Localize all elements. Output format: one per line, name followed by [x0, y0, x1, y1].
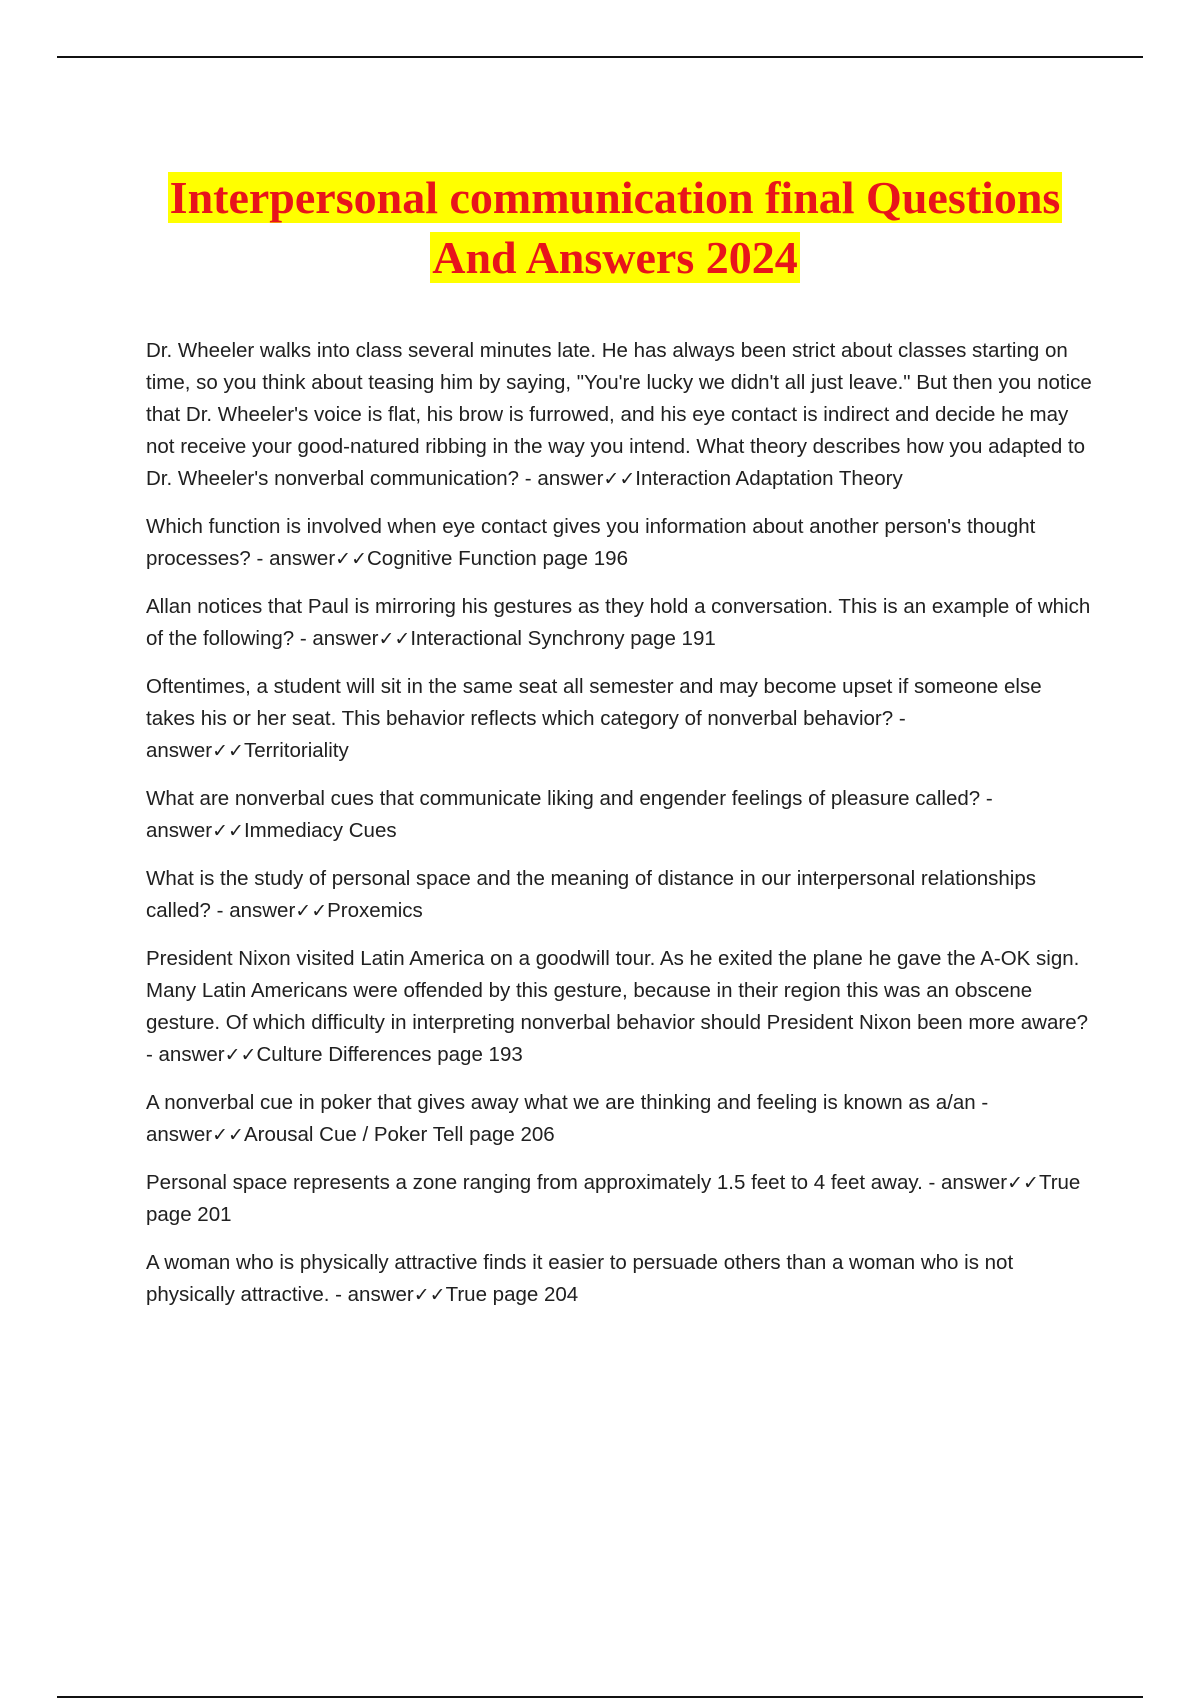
answer-text: True page 204 — [445, 1283, 579, 1306]
answer-prefix: answer — [229, 899, 296, 922]
answer-text: Interaction Adaptation Theory — [635, 467, 903, 490]
answer-prefix: answer — [269, 547, 336, 570]
answer-prefix: answer — [146, 739, 213, 762]
double-check-icon: ✓✓ — [212, 1124, 244, 1146]
qa-item — [146, 863, 1096, 927]
question-answer-list — [146, 335, 1096, 1327]
answer-text: Interactional Synchrony page 191 — [410, 627, 716, 650]
double-check-icon: ✓✓ — [1007, 1172, 1039, 1194]
qa-item — [146, 591, 1096, 655]
answer-prefix: answer — [537, 467, 604, 490]
answer-prefix: answer — [941, 1171, 1008, 1194]
double-check-icon: ✓✓ — [224, 1044, 257, 1066]
double-check-icon: ✓✓ — [378, 628, 411, 650]
question-text: Which function is involved when eye contact gives you information about another person's thought processes? - — [146, 515, 1036, 570]
answer-prefix: answer — [312, 627, 379, 650]
double-check-icon: ✓✓ — [335, 548, 367, 570]
qa-item — [146, 783, 1096, 847]
question-text: Allan notices that Paul is mirroring his gestures as they hold a conversation. This is an example of which of the following? - — [146, 595, 1091, 650]
title-line-1: Interpersonal communication final Questions — [169, 172, 1061, 223]
question-text: Personal space represents a zone ranging from approximately 1.5 feet to 4 feet away. - — [146, 1171, 941, 1194]
question-text: Oftentimes, a student will sit in the same seat all semester and may become upset if someone else takes his or her seat. This behavior reflects which category of nonverbal behavior? - — [146, 675, 1042, 730]
double-check-icon: ✓✓ — [295, 900, 328, 922]
answer-text: Territoriality — [243, 739, 349, 762]
qa-item — [146, 511, 1096, 575]
question-text: Dr. Wheeler walks into class several minutes late. He has always been strict about classes starting on time, so you think about teasing him by saying, "You're lucky we didn't all just leave." But then you notice that Dr. Wheeler's voice is flat, his brow is furrowed, and his eye contact is indirect and decide he may not receive your good-natured ribbing in the way you intend. What theory describes how you adapted to Dr. Wheeler's nonverbal communication? - — [146, 339, 1092, 490]
qa-item — [146, 335, 1096, 495]
bottom-rule — [57, 1696, 1143, 1698]
question-text: President Nixon visited Latin America on a goodwill tour. As he exited the plane he gave the A-OK sign. Many Latin Americans were offended by this gesture, because in their region this was an obscene gesture. Of which difficulty in interpreting nonverbal behavior should President Nixon been more aware? - — [146, 947, 1089, 1066]
double-check-icon: ✓✓ — [212, 740, 244, 762]
qa-item — [146, 943, 1096, 1071]
qa-item — [146, 1247, 1096, 1311]
answer-text: Arousal Cue / Poker Tell page 206 — [243, 1123, 555, 1146]
qa-item — [146, 671, 1096, 767]
double-check-icon: ✓✓ — [212, 820, 244, 842]
qa-item — [146, 1087, 1096, 1151]
double-check-icon: ✓✓ — [603, 468, 636, 490]
question-text: What is the study of personal space and the meaning of distance in our interpersonal relationships called? - — [146, 867, 1036, 922]
top-rule — [57, 56, 1143, 58]
question-text: A woman who is physically attractive finds it easier to persuade others than a woman who is not physically attractive. - — [146, 1251, 1014, 1306]
double-check-icon: ✓✓ — [413, 1284, 446, 1306]
answer-prefix: answer — [146, 819, 213, 842]
question-text: What are nonverbal cues that communicate liking and engender feelings of pleasure called? - — [146, 787, 993, 810]
question-text: A nonverbal cue in poker that gives away what we are thinking and feeling is known as a/an - — [146, 1091, 989, 1114]
answer-text: Immediacy Cues — [243, 819, 397, 842]
answer-prefix: answer — [146, 1123, 213, 1146]
answer-text: Proxemics — [327, 899, 423, 922]
title-line-2: And Answers 2024 — [432, 232, 798, 283]
answer-text: Cognitive Function page 196 — [367, 547, 628, 570]
page-title — [120, 168, 1110, 288]
answer-text: True page 201 — [146, 1171, 1081, 1226]
answer-text: Culture Differences page 193 — [256, 1043, 523, 1066]
answer-prefix: answer — [347, 1283, 414, 1306]
qa-item — [146, 1167, 1096, 1231]
answer-prefix: answer — [158, 1043, 225, 1066]
